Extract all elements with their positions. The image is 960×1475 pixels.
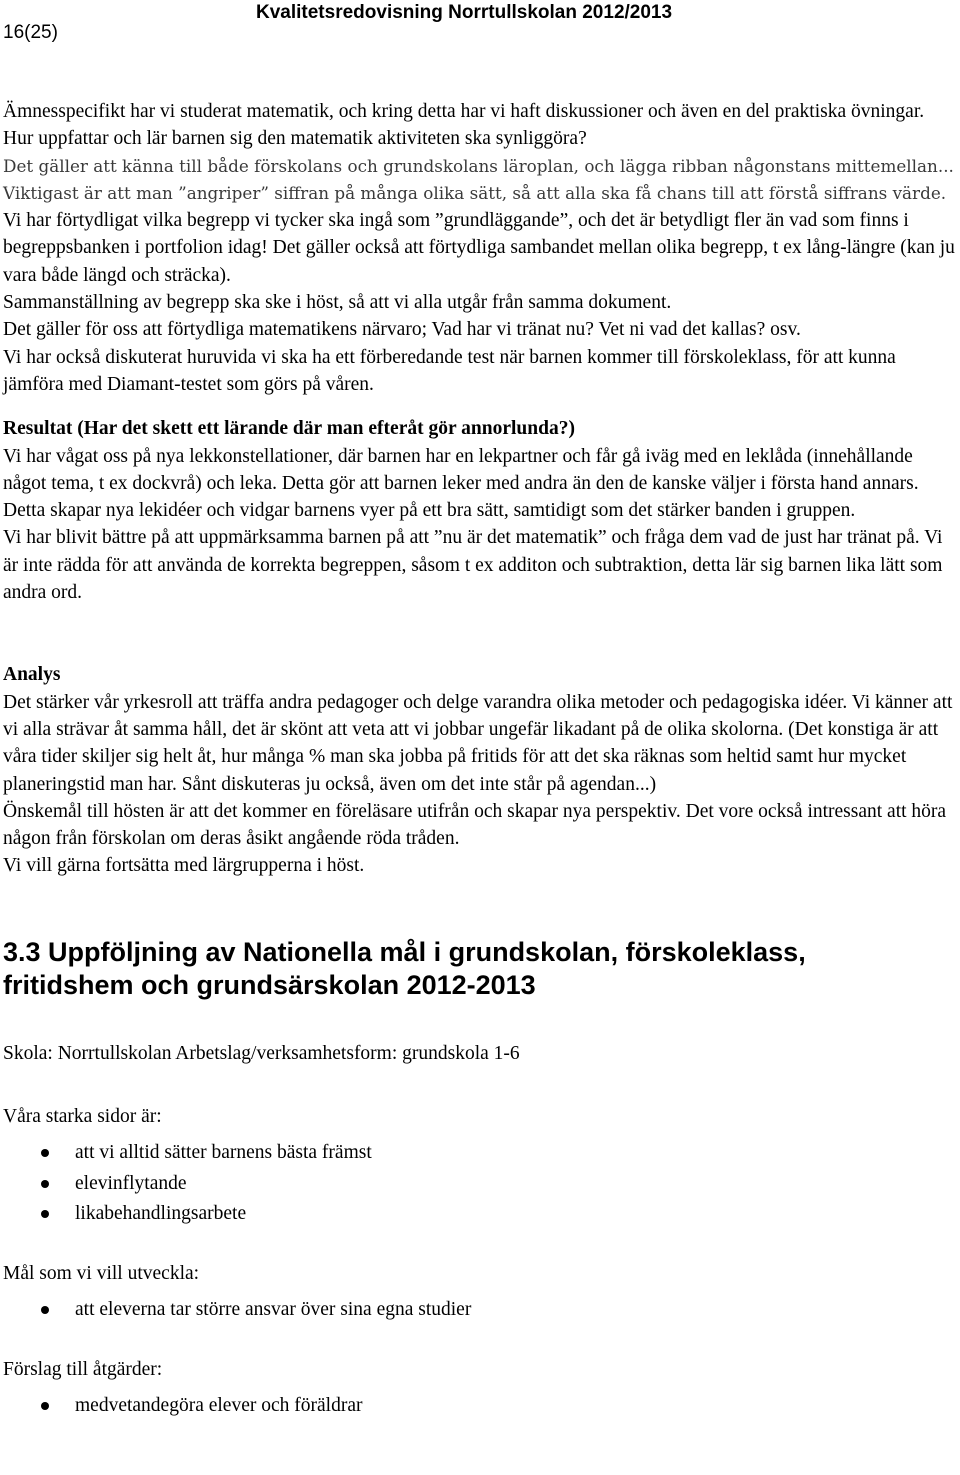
resultat-paragraph-2: Vi har blivit bättre på att uppmärksamma barnen på att ”nu är det matematik” och fråga dem vad de just har tränat på. Vi är inte rädda för att använda de korrekta begreppen, såsom t ex additon och subtraktion, detta lär sig barnen lika lätt som andra ord. bbox=[3, 527, 943, 604]
page-header bbox=[0, 0, 960, 60]
intro-paragraph-5: Det gäller för oss att förtydliga matematikens närvaro; Vad har vi tränat nu? Vet ni vad det kallas? osv. bbox=[3, 319, 801, 341]
resultat-heading: Resultat (Har det skett ett lärande där man efteråt gör annorlunda?) bbox=[3, 418, 575, 440]
intro-paragraph-6: Vi har också diskuterat huruvida vi ska ha ett förberedande test när barnen kommer till förskoleklass, för att kunna jämföra med Diamant-testet som görs på våren. bbox=[3, 346, 896, 395]
bullet-icon bbox=[41, 1149, 49, 1157]
analys-paragraph-3: Vi vill gärna fortsätta med lärgrupperna i höst. bbox=[3, 855, 365, 877]
analys-paragraph-2: Önskemål till hösten är att det kommer en föreläsare utifrån och skapar nya perspektiv. Det vore också intressant att höra någon från förskolan om deras åsikt angående röda tråden. bbox=[3, 800, 947, 850]
page-number: 16(25) bbox=[3, 22, 58, 43]
bullet-icon bbox=[41, 1210, 49, 1218]
resultat-paragraph-1: Vi har vågat oss på nya lekkonstellationer, där barnen har en lekpartner och får gå iväg med en leklåda (innehållande något tema, t ex dockvrå) och leka. Detta gör att barnen leker med andra än den de kanske väljer i första hand annars. Detta skapar nya lekidéer och vidgar barnens vyer på ett bra sätt, samtidigt som det stärker banden i gruppen. bbox=[3, 445, 919, 522]
bullet-icon bbox=[41, 1180, 49, 1188]
school-line: Skola: Norrtullskolan Arbetslag/verksamhetsform: grundskola 1-6 bbox=[3, 1042, 520, 1064]
intro-paragraph-3: Vi har förtydligat vilka begrepp vi tycker ska ingå som ”grundläggande”, och det är betydligt fler än vad som finns i begreppsbanken i portfolion idag! Det gäller också att förtydliga sambandet mellan olika begrepp, t ex lång-längre (kan ju vara både längd och sträcka). bbox=[3, 210, 955, 286]
list-item bbox=[3, 1199, 955, 1230]
actions-label: Förslag till åtgärder: bbox=[3, 1358, 163, 1380]
list-item-text: likabehandlingsarbete bbox=[75, 1203, 247, 1225]
intro-paragraph-4: Sammanställning av begrepp ska ske i höst, så att vi alla utgår från samma dokument. bbox=[3, 292, 672, 314]
bullet-icon bbox=[41, 1402, 49, 1410]
actions-list bbox=[3, 1391, 955, 1422]
section-heading-line-2: fritidshem och grundsärskolan 2012-2013 bbox=[3, 969, 536, 1000]
intro-paragraph-2: Det gäller att känna till både förskolans och grundskolans läroplan, och lägga ribban någonstans mittemellan... Viktigast är att man ”angriper” siffran på många olika sätt, så att alla ska få chans till att förstå siffrans värde. bbox=[3, 155, 954, 203]
list-item-text: medvetandegöra elever och föräldrar bbox=[75, 1394, 363, 1416]
section-heading-line-1: 3.3 Uppföljning av Nationella mål i grundskolan, förskoleklass, bbox=[3, 936, 806, 967]
intro-paragraph-1: Ämnesspecifikt har vi studerat matematik, och kring detta har vi haft diskussioner och även en del praktiska övningar. Hur uppfattar och lär barnen sig den matematik aktiviteten ska synliggöra? bbox=[3, 101, 925, 150]
document-title: Kvalitetsredovisning Norrtullskolan 2012/2013 bbox=[256, 2, 673, 23]
goals-list bbox=[3, 1295, 955, 1326]
analys-heading: Analys bbox=[3, 664, 61, 686]
strengths-list bbox=[3, 1138, 955, 1230]
list-item-text: elevinflytande bbox=[75, 1172, 187, 1194]
document-body bbox=[3, 98, 955, 1421]
strengths-label: Våra starka sidor är: bbox=[3, 1106, 162, 1128]
analys-paragraph-1: Det stärker vår yrkesroll att träffa andra pedagoger och delge varandra olika metoder och pedagogiska idéer. Vi känner att vi alla strävar åt samma håll, det är skönt att veta att vi jobbar ungefär likadant på de olika skolorna. (Det konstiga är att våra tider skiljer sig helt åt, hur många % man ska jobba på fritids för att det ska räknas som heltid samt hur mycket planeringstid man har. Sånt diskuteras ju också, även om det inte står på agendan...) bbox=[3, 691, 953, 795]
list-item bbox=[3, 1138, 955, 1169]
list-item-text: att eleverna tar större ansvar över sina egna studier bbox=[75, 1299, 472, 1321]
section-heading bbox=[3, 936, 955, 1002]
list-item bbox=[3, 1169, 955, 1200]
bullet-icon bbox=[41, 1306, 49, 1314]
list-item bbox=[3, 1295, 955, 1326]
list-item-text: att vi alltid sätter barnens bästa främst bbox=[75, 1142, 372, 1164]
goals-label: Mål som vi vill utveckla: bbox=[3, 1262, 200, 1284]
list-item bbox=[3, 1391, 955, 1422]
